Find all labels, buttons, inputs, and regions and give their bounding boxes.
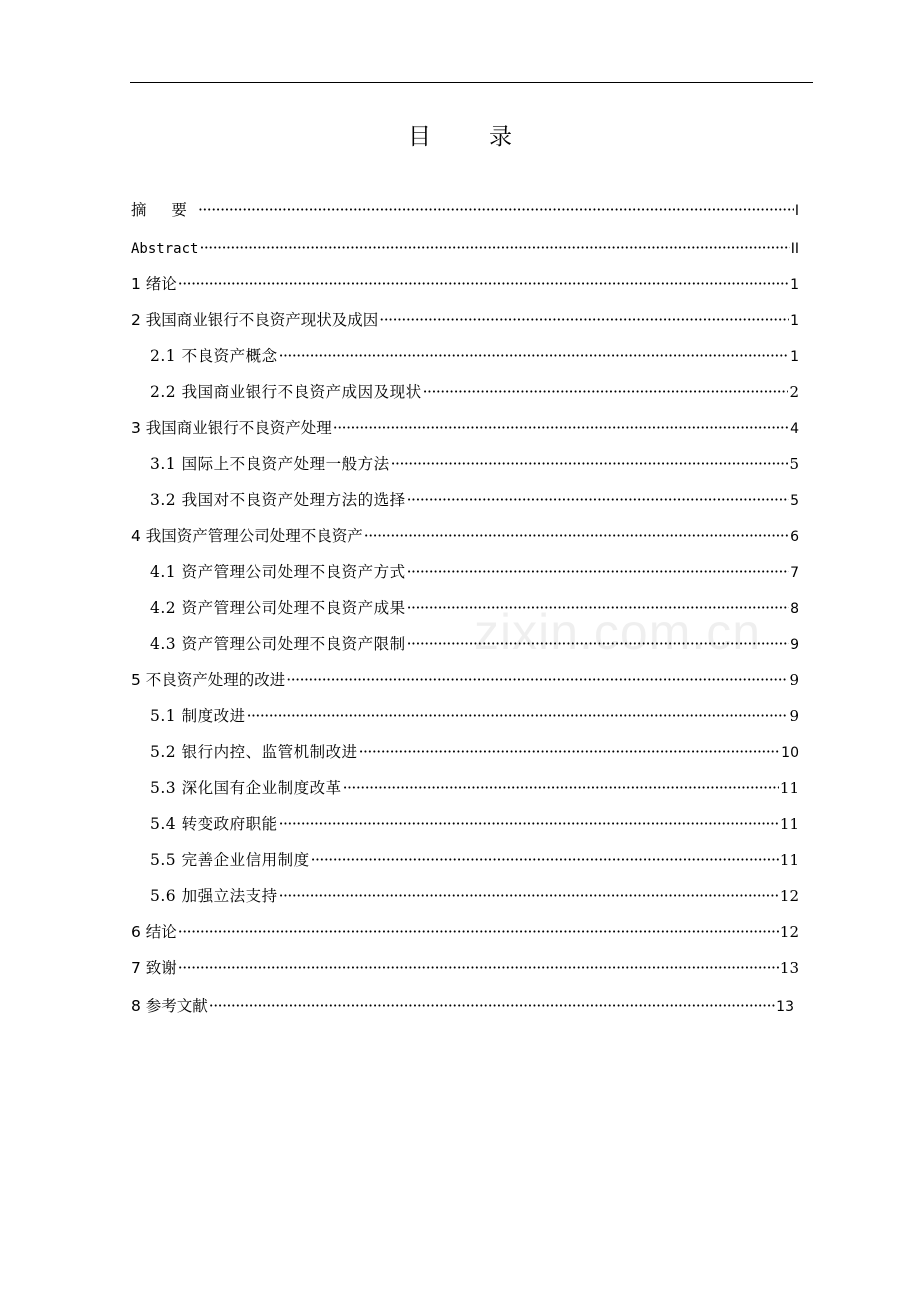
toc-page: 13 [776, 999, 794, 1015]
toc-page: 11 [779, 851, 799, 869]
title-char-1: 目 [408, 124, 431, 150]
toc-page: 13 [779, 959, 799, 977]
toc-label: 5.6 加强立法支持 [150, 887, 278, 905]
toc-page: 9 [789, 671, 799, 689]
toc-page: 4 [790, 421, 799, 437]
toc-label: 4 我国资产管理公司处理不良资产 [131, 527, 363, 545]
toc-label: 1 绪论 [131, 275, 177, 293]
toc-page: 1 [790, 277, 799, 293]
toc-entry-7[interactable] [131, 954, 799, 982]
toc-leader [178, 918, 779, 946]
toc-leader [286, 666, 788, 694]
toc-entry-2-1[interactable] [150, 342, 799, 370]
toc-leader [343, 774, 779, 802]
toc-entry-5-4[interactable] [150, 810, 799, 838]
toc-entry-abstract-en[interactable] [131, 234, 799, 262]
toc-entry-6[interactable] [131, 918, 799, 946]
toc-leader [407, 630, 789, 658]
toc-entry-5-5[interactable] [150, 846, 799, 874]
toc-page: 9 [790, 637, 799, 653]
toc-leader [379, 306, 789, 334]
toc-entry-3-1[interactable] [150, 450, 799, 478]
toc-leader [209, 992, 775, 1020]
toc-leader [178, 270, 789, 298]
toc-label: 4.2 资产管理公司处理不良资产成果 [150, 599, 406, 617]
toc-label: 2.2 我国商业银行不良资产成因及现状 [150, 383, 422, 401]
toc-page: 6 [790, 529, 799, 545]
toc-label: 2.1 不良资产概念 [150, 347, 278, 365]
toc-leader [333, 414, 789, 442]
toc-page: 9 [789, 707, 799, 725]
toc-label: 4.1 资产管理公司处理不良资产方式 [150, 563, 406, 581]
toc-label: 5.4 转变政府职能 [150, 815, 278, 833]
toc-leader [178, 954, 779, 982]
toc-leader [198, 196, 794, 224]
toc-entry-4-1[interactable] [150, 558, 799, 586]
title-char-2: 录 [489, 124, 512, 150]
page-title [0, 118, 920, 151]
toc-page: 5 [790, 493, 799, 509]
toc-entry-8[interactable] [131, 992, 794, 1020]
toc-leader [199, 234, 789, 262]
toc-entry-4-2[interactable] [150, 594, 799, 622]
toc-entry-abstract-cn[interactable] [131, 196, 799, 224]
toc-page: 12 [779, 887, 799, 905]
toc-leader [279, 810, 779, 838]
toc-leader [311, 846, 779, 874]
toc-entry-5-1[interactable] [150, 702, 799, 730]
toc-leader [407, 594, 789, 622]
toc-entry-5[interactable] [131, 666, 799, 694]
toc-page: 1 [790, 313, 799, 329]
toc-page: 1 [790, 349, 799, 365]
toc-label: 5.2 银行内控、监管机制改进 [150, 743, 358, 761]
toc-entry-5-3[interactable] [150, 774, 799, 802]
toc-label: 5.3 深化国有企业制度改革 [150, 779, 342, 797]
toc-page: 8 [790, 601, 799, 617]
toc-label: 5.5 完善企业信用制度 [150, 851, 310, 869]
toc-page: 2 [789, 383, 799, 401]
toc-leader [407, 486, 789, 514]
toc-leader [391, 450, 789, 478]
toc-leader [407, 558, 789, 586]
toc-leader [364, 522, 789, 550]
toc-entry-5-6[interactable] [150, 882, 799, 910]
toc-page: 12 [779, 923, 799, 941]
toc-page: II [790, 241, 799, 257]
toc-entry-4[interactable] [131, 522, 799, 550]
toc-entry-1[interactable] [131, 270, 799, 298]
toc-entry-2-2[interactable] [150, 378, 799, 406]
toc-label: Abstract [131, 241, 199, 257]
toc-page: 11 [779, 779, 799, 797]
toc-leader [279, 342, 790, 370]
toc-page: I [794, 203, 799, 219]
toc-label: 3.1 国际上不良资产处理一般方法 [150, 455, 390, 473]
toc-label: 6 结论 [131, 923, 177, 941]
toc-leader [247, 702, 789, 730]
toc-label: 摘 要 [131, 201, 197, 219]
toc-label: 8 参考文献 [131, 997, 208, 1015]
watermark: zixin.com.cn [474, 604, 762, 660]
toc-entry-5-2[interactable] [150, 738, 799, 766]
toc-label: 5 不良资产处理的改进 [131, 671, 286, 689]
toc-entry-2[interactable] [131, 306, 799, 334]
toc-page: 7 [790, 565, 799, 581]
toc-page: 11 [779, 815, 799, 833]
toc-leader [359, 738, 781, 766]
toc-label: 2 我国商业银行不良资产现状及成因 [131, 311, 379, 329]
toc-entry-4-3[interactable] [150, 630, 799, 658]
toc-label: 4.3 资产管理公司处理不良资产限制 [150, 635, 406, 653]
toc-leader [423, 378, 789, 406]
toc-leader [279, 882, 779, 910]
toc-label: 3.2 我国对不良资产处理方法的选择 [150, 491, 406, 509]
toc-page: 10 [781, 745, 799, 761]
toc-page: 5 [789, 455, 799, 473]
toc-entry-3-2[interactable] [150, 486, 799, 514]
toc-label: 5.1 制度改进 [150, 707, 246, 725]
toc-entry-3[interactable] [131, 414, 799, 442]
toc-label: 7 致谢 [131, 959, 177, 977]
header-rule [130, 82, 813, 83]
toc-label: 3 我国商业银行不良资产处理 [131, 419, 332, 437]
